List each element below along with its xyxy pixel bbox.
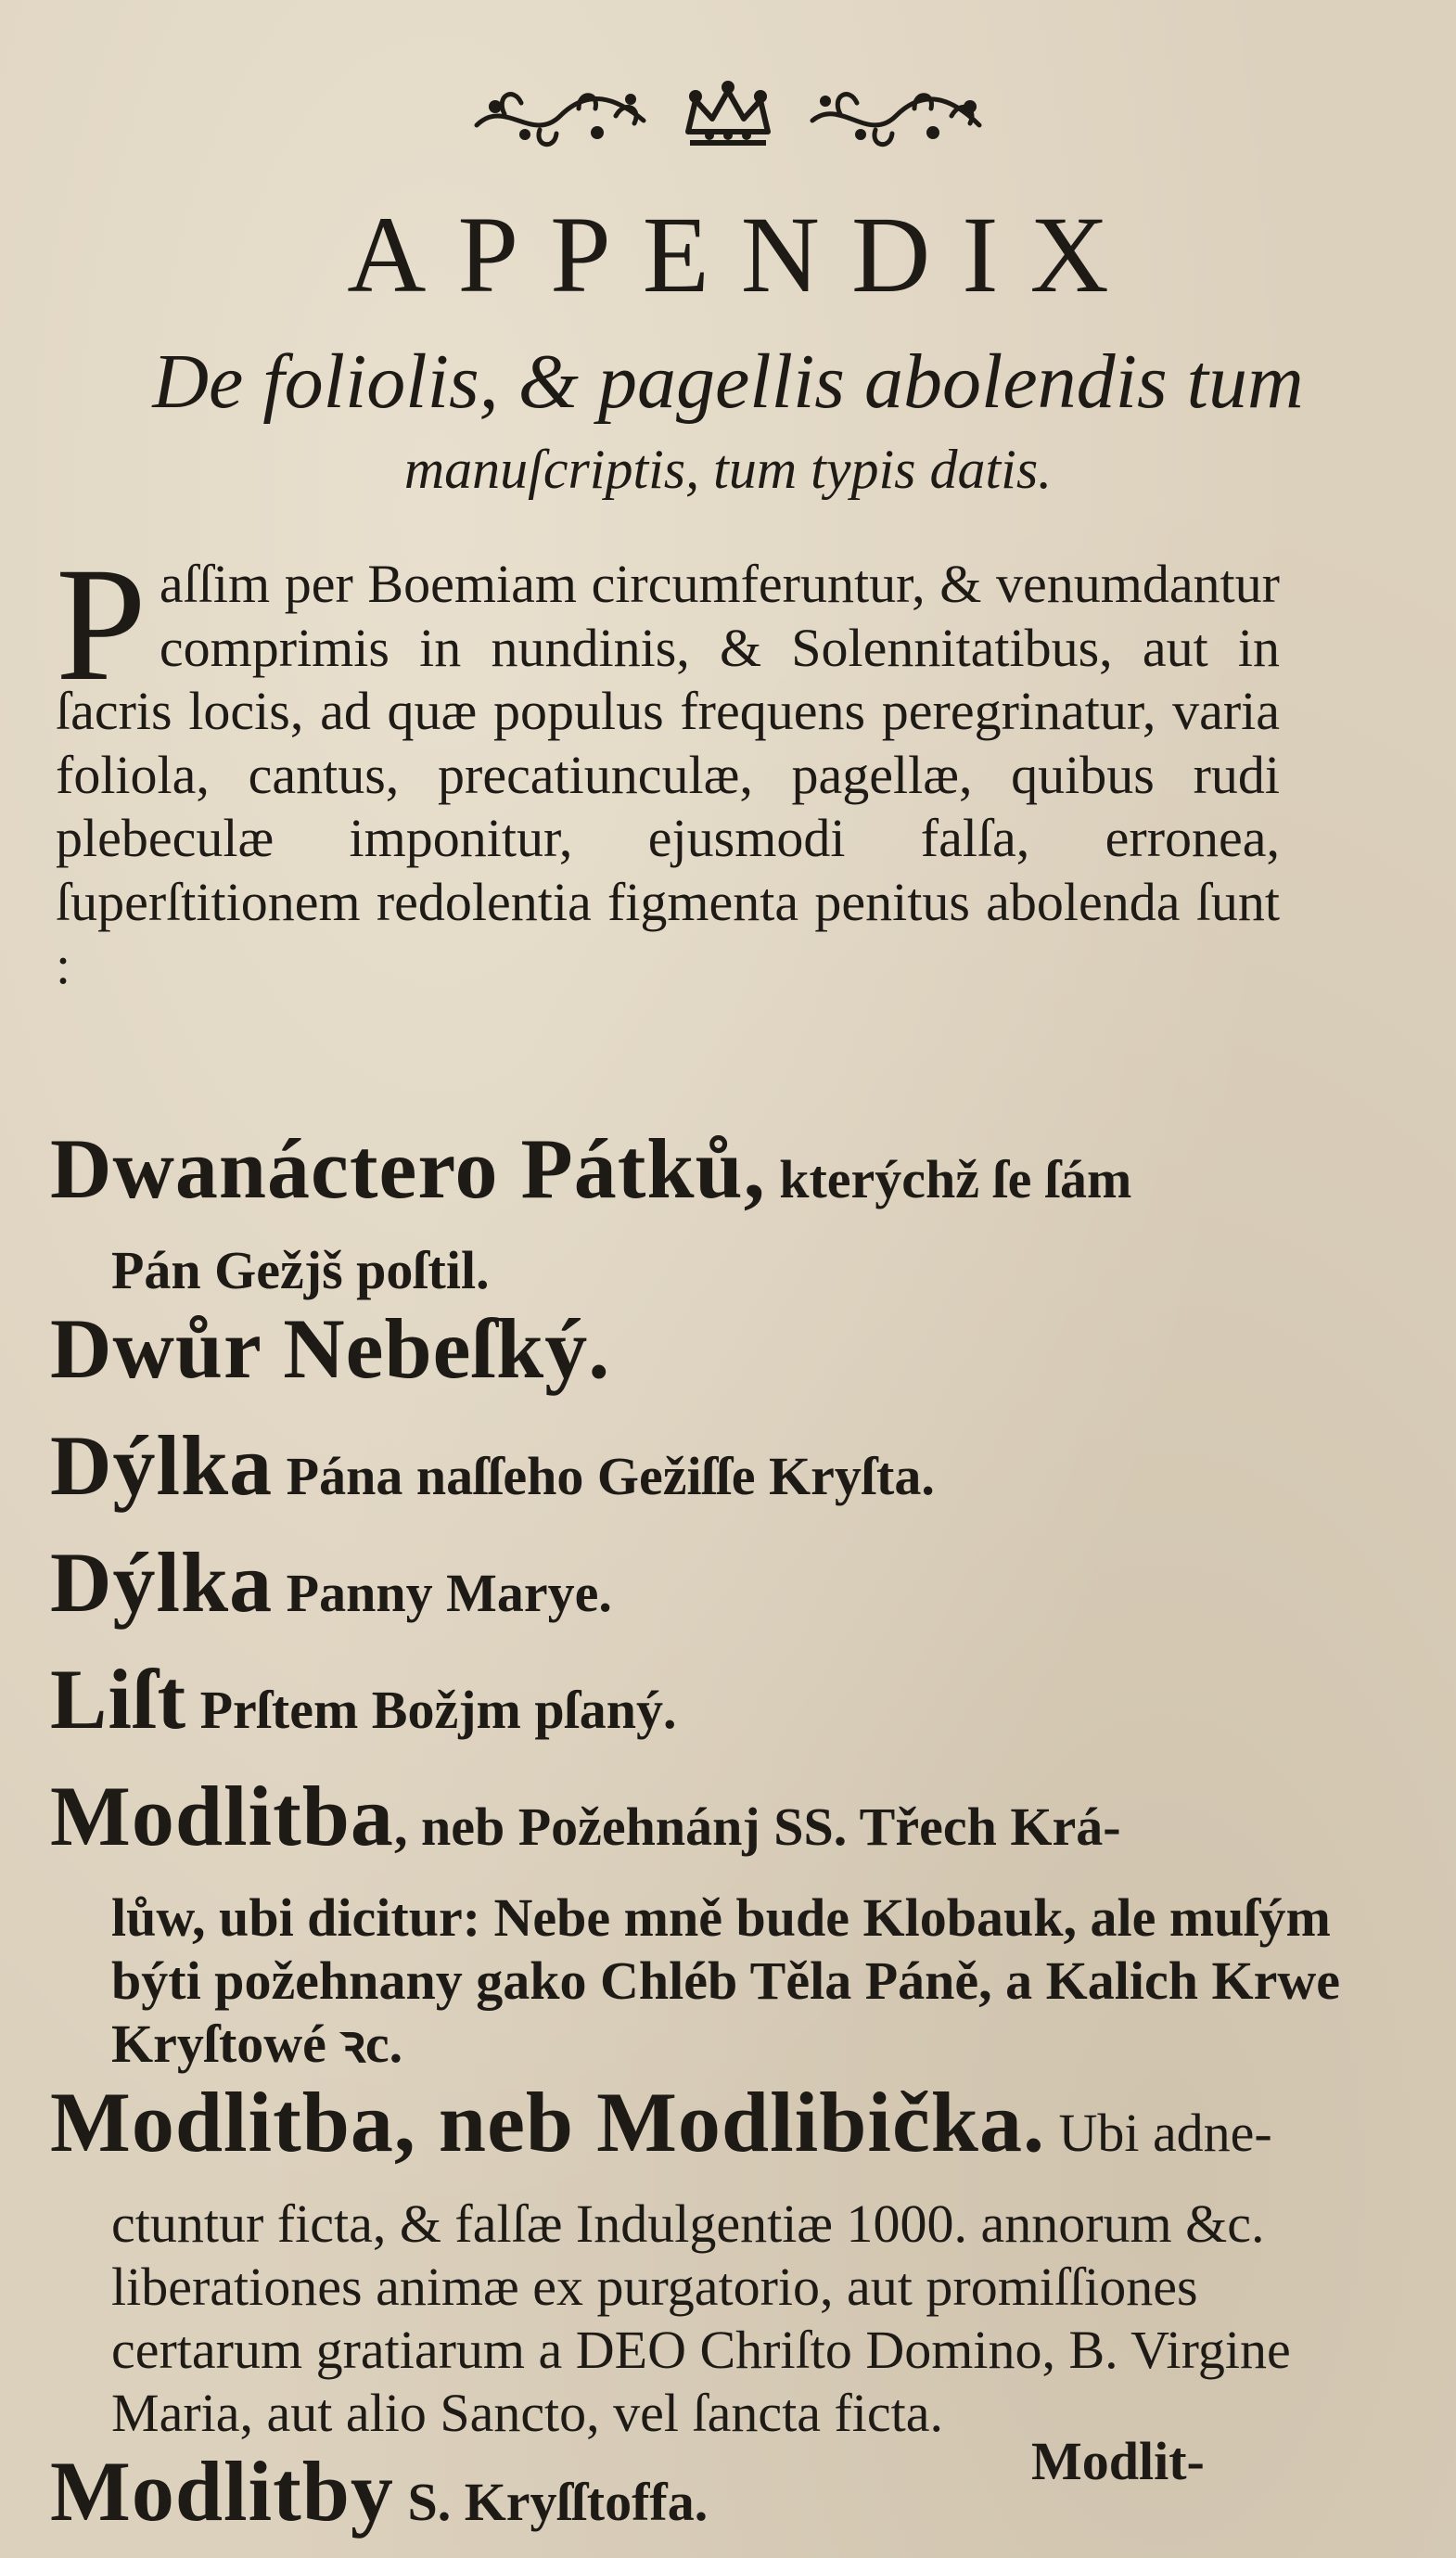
entry-latin: Ubi adne- (1044, 2103, 1272, 2163)
entry-rest: kterýchž ſe ſám (765, 1149, 1132, 1209)
entry-rest: S. Kryſſtoffa. (393, 2472, 709, 2532)
entry-lead: Modlitba, neb Modlibička. (50, 2075, 1045, 2169)
entry-lead: Dwanáctero Pátků, (50, 1121, 766, 1216)
entry-rest: Panny Marye. (273, 1563, 612, 1623)
list-item (50, 1653, 1348, 1770)
entry-lead: Dwůr Nebeſký. (50, 1301, 611, 1396)
list-item (50, 1536, 1348, 1653)
entry-continuation: ctuntur ficta, & falſæ Indulgentiæ 1000. annorum &c. liberationes animæ ex purgatorio, aut promiſſiones certarum gratiarum a DEO Chriſto Domino, B. Virgine Maria, aut alio Sancto, vel ſancta ficta. (111, 2193, 1291, 2443)
entry-continuation: lůw, ubi dicitur: Nebe mně bude Klobauk, ale muſým býti požehnany gako Chléb Těla Páně, a Kalich Krwe Kryſtowé ꝛc. (111, 1887, 1340, 2074)
subtitle-line-1: De foliolis, & pagellis abolendis tum (152, 339, 1304, 425)
page-title: APPENDIX (347, 194, 1141, 315)
floral-vine-icon (467, 79, 653, 153)
entry-rest: Pána naſſeho Gežiſſe Kryſta. (273, 1446, 935, 1506)
list-item (50, 1770, 1348, 2076)
entry-list (50, 1122, 1348, 2558)
entry-lead: Liſt (50, 1652, 187, 1746)
entry-rest: Prſtem Božjm pſaný. (186, 1680, 677, 1740)
list-item (50, 2076, 1348, 2445)
entry-lead: Dýlka (50, 1418, 274, 1513)
entry-continuation: Pán Gežjš poſtil. (111, 1240, 490, 1300)
drop-cap: P (56, 534, 147, 715)
intro-text: aſſim per Boemiam circumferuntur, & venumdantur comprimis in nundinis, & Solennitatibus, aut in ſacris locis, ad quæ populus frequens peregrinatur, varia foliola, cantus, precatiunculæ, pagellæ, quibus rudi plebeculæ imponitur, ejusmodi falſa, erronea, ſuperſtitionem redolentia figmenta penitus abolenda ſunt : (56, 554, 1280, 995)
list-item (50, 1122, 1348, 1302)
list-item (50, 1419, 1348, 1536)
floral-vine-icon (803, 79, 989, 153)
crown-icon (677, 74, 779, 158)
subtitle-line-2: manuſcriptis, tum typis datis. (403, 439, 1053, 500)
list-item (50, 1302, 1348, 1419)
entry-lead: Modlitby (50, 2444, 394, 2539)
intro-paragraph (56, 534, 1280, 998)
entry-lead: Modlitba (50, 1769, 394, 1863)
catchword: Modlit- (1031, 2431, 1205, 2491)
entry-lead: Dýlka (50, 1535, 274, 1630)
header-ornament (0, 65, 1456, 167)
entry-rest: , neb Požehnánj SS. Třech Krá- (393, 1797, 1121, 1857)
